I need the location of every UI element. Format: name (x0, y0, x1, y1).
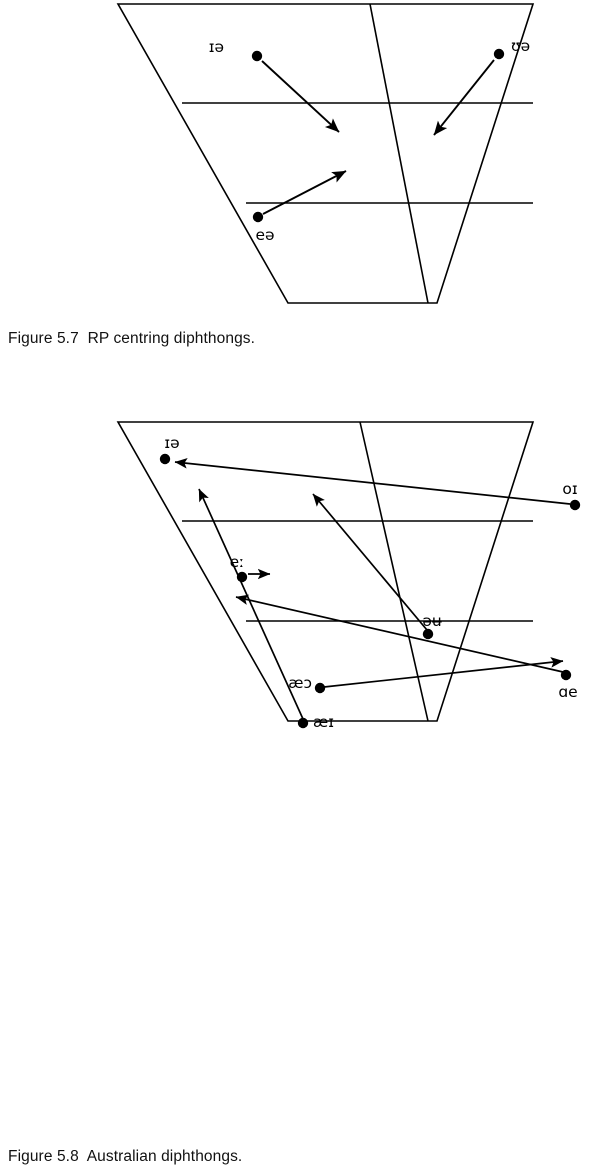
dot-ash-ih (298, 718, 308, 728)
arrow-ih-schwa (262, 61, 339, 132)
dot-e-schwa (253, 212, 263, 222)
vowel-dots (252, 49, 504, 222)
label-ih-schwa: ɪə (208, 38, 224, 56)
label-o-ih: oɪ (562, 480, 578, 498)
label-ash-open-o: æɔ (288, 674, 312, 692)
label-e-long: eː (229, 553, 245, 571)
dot-upsilon-schwa (494, 49, 504, 59)
australian-diphthongs-diagram (0, 400, 600, 740)
arrow-e-schwa (263, 171, 346, 214)
arrow-ae-to-right (324, 661, 563, 687)
vowel-labels (164, 434, 577, 731)
label-ash-ih: æɪ (313, 713, 334, 731)
arrow-ou-upward (313, 494, 427, 630)
label-upsilon-schwa: ʊə (511, 37, 531, 55)
arrow-oi-to-front (175, 462, 570, 504)
figure-5-7-caption: Figure 5.7 RP centring diphthongs. (8, 330, 256, 347)
figure-5-8-block (0, 400, 600, 1165)
dot-e-long (237, 572, 247, 582)
vowel-quadrilateral-outline (118, 422, 533, 721)
figure-5-8-caption: Figure 5.8 Australian diphthongs. (8, 1148, 243, 1165)
vowel-dots (160, 454, 580, 728)
diphthong-arrows (262, 60, 494, 214)
diphthong-arrows (175, 462, 570, 719)
vowel-quadrilateral-outline (118, 4, 533, 303)
label-e-schwa: eə (255, 226, 275, 244)
label-script-a-e: ɑe (558, 683, 578, 701)
dot-ih-schwa (160, 454, 170, 464)
arrow-ao-to-left (236, 597, 563, 672)
dot-o-ih (570, 500, 580, 510)
label-ih-schwa: ɪə (164, 434, 180, 452)
label-schwa-barred-u: əʉ (422, 612, 442, 630)
dot-schwa-barred-u (423, 629, 433, 639)
figure-5-7-block (0, 0, 600, 360)
dot-script-a-e (561, 670, 571, 680)
arrow-upsilon-schwa (434, 60, 494, 135)
rp-centring-diphthongs-diagram (0, 0, 600, 320)
dot-ash-open-o (315, 683, 325, 693)
dot-ih-schwa (252, 51, 262, 61)
